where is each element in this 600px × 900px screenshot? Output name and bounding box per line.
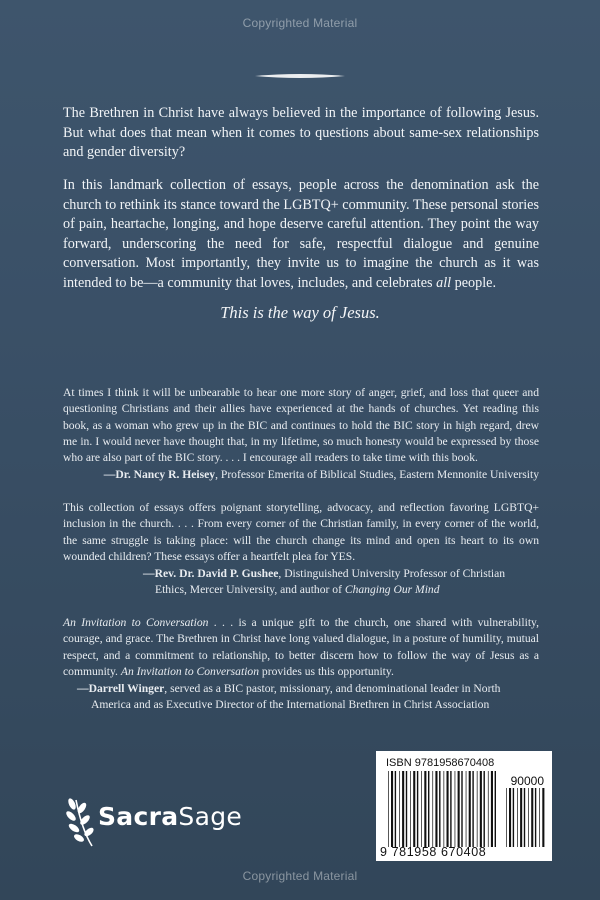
- endorsement-1-quote: At times I think it will be unbearable to hear one more story of anger, grief, and loss that queer and questioning Christians and their allies have experienced at the hands of churches. Yet reading this book, as a woman who grew up in the BIC and continues to hold the BIC story in high regard, drew me in. I would never have thought that, in my lifetime, so much honesty would be expressed by those who are also part of the BIC story. . . . I encourage all readers to take time with this book.: [63, 386, 539, 465]
- tagline: This is the way of Jesus.: [220, 303, 380, 322]
- endorsement-2-quote: This collection of essays offers poignant storytelling, advocacy, and reflection favoring LGBTQ+ inclusion in the church. . . . From every corner of the Christian family, in every corner of the world, the same struggle is taking place: will the church change its mind and open its heart to its own wounded children? These essays offer a heartfelt plea for YES.: [63, 501, 539, 563]
- barcode-addon-bars: [506, 788, 546, 847]
- isbn-label: ISBN 9781958670408: [386, 757, 495, 769]
- blurb-paragraph-2: In this landmark collection of essays, people across the denomination ask the church to rethink its stance toward the LGBTQ+ community. These personal stories of pain, heartache, longing, and hope deserve careful attention. They point the way forward, underscoring the need for safe, respectful dialogue and genuine conversation. Most importantly, they invite us to imagine the church as it was intended to be—a community that loves, includes, and celebrates all people.: [63, 177, 539, 291]
- publisher-logo: [62, 790, 262, 850]
- isbn-barcode: [376, 751, 552, 861]
- olive-branch-icon: [62, 790, 98, 850]
- endorsement-3-attribution: —Darrell Winger, served as a BIC pastor, missionary, and denominational leader in North America and as Executive Director of the International Brethren in Christ Association: [77, 682, 501, 712]
- endorsement-1-attribution: —Dr. Nancy R. Heisey, Professor Emerita of Biblical Studies, Eastern Mennonite University: [103, 468, 539, 481]
- isbn-digits: 9 781958 670408: [380, 845, 487, 859]
- endorsement-2-attribution: —Rev. Dr. David P. Gushee, Distinguished University Professor of Christian Ethics, Mercer University, and author of Changing Our Mind: [143, 567, 506, 597]
- divider-ornament: [255, 73, 345, 79]
- barcode-bars: [388, 771, 500, 847]
- watermark-top: Copyrighted Material: [242, 16, 358, 30]
- blurb-paragraph-1: The Brethren in Christ have always believed in the importance of following Jesus. But what does that mean when it comes to questions about same-sex relationships and gender diversity?: [63, 105, 539, 161]
- price-code: 90000: [510, 774, 544, 788]
- publisher-name: SacraSage: [98, 802, 243, 831]
- endorsement-3-quote: An Invitation to Conversation . . . is a unique gift to the church, one shared with vulnerability, courage, and grace. The Brethren in Christ have long valued dialogue, in a posture of humility, mutual respect, and a commitment to relationship, to better discern how to follow the way of Jesus as a community. An Invitation to Conversation provides us this opportunity.: [63, 616, 539, 678]
- watermark-bottom: Copyrighted Material: [242, 869, 358, 883]
